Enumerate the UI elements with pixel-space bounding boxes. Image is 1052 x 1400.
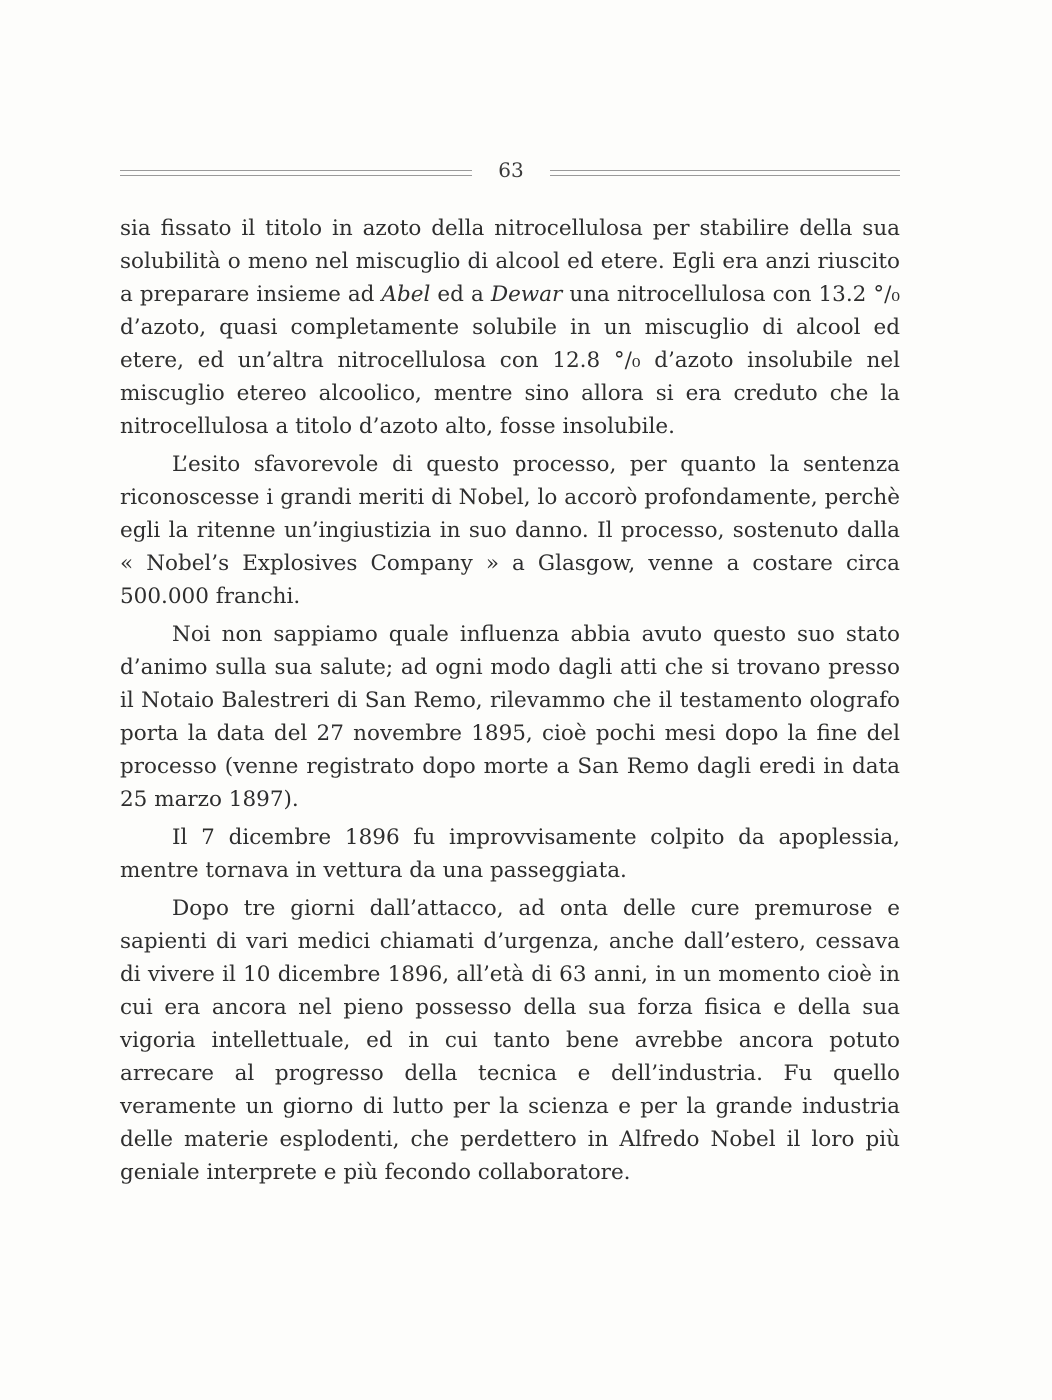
text-run: L’esito sfavorevole di questo processo, per quanto la sentenza riconoscesse i grandi meriti di Nobel, lo accorò profondamente, perchè egli la ritenne un’ingiustizia in suo danno. Il processo, sostenuto dalla « Nobel’s Explosives Company » a Glasgow, venne a costare circa 500.000 franchi. <box>120 452 900 609</box>
body-text <box>120 212 900 1194</box>
text-run: Dopo tre giorni dall’attacco, ad onta delle cure premurose e sapienti di vari medici chiamati d’urgenza, anche dall’estero, cessava di vivere il 10 dicembre 1896, all’età di 63 anni, in un momento cioè in cui era ancora nel pieno possesso della sua forza fisica e della sua vigoria intellettuale, ed in cui tanto bene avrebbe ancora potuto arrecare al progresso della tecnica e dell’industria. Fu quello veramente un giorno di lutto per la scienza e per la grande industria delle materie esplodenti, che perdettero in Alfredo Nobel il loro più geniale interprete e più fecondo collaboratore. <box>120 896 900 1185</box>
paragraph <box>120 448 900 613</box>
page-header <box>120 158 900 188</box>
paragraph <box>120 892 900 1189</box>
text-run: sia fissato il titolo in azoto della nitrocellulosa per stabilire della sua solubilità o meno nel miscuglio di alcool ed etere. Egli era anzi riuscito a preparare insieme ad <box>120 216 900 307</box>
paragraph <box>120 212 900 443</box>
italic-name: Dewar <box>490 282 563 307</box>
text-run: una nitrocellulosa con 13.2 °/₀ d’azoto, quasi completamente solubile in un miscuglio di alcool ed etere, ed un’altra nitrocellulosa con 12.8 °/₀ d’azoto insolubile nel miscuglio etereo alcoolico, mentre sino allora si era creduto che la nitrocellulosa a titolo d’azoto alto, fosse insolubile. <box>120 282 900 439</box>
header-rule-left <box>120 170 472 176</box>
text-run: Noi non sappiamo quale influenza abbia avuto questo suo stato d’animo sulla sua salute; ad ogni modo dagli atti che si trovano presso il Notaio Balestreri di San Remo, rilevammo che il testamento olografo porta la data del 27 novembre 1895, cioè pochi mesi dopo la fine del processo (venne registrato dopo morte a San Remo dagli eredi in data 25 marzo 1897). <box>120 622 900 812</box>
text-run: ed a <box>430 282 491 307</box>
italic-name: Abel <box>381 282 431 307</box>
paragraph <box>120 618 900 816</box>
header-rule-right <box>550 170 900 176</box>
paragraph <box>120 821 900 887</box>
page-number: 63 <box>498 158 524 182</box>
text-run: Il 7 dicembre 1896 fu improvvisamente colpito da apoplessia, mentre tornava in vettura da una passeggiata. <box>120 825 900 883</box>
